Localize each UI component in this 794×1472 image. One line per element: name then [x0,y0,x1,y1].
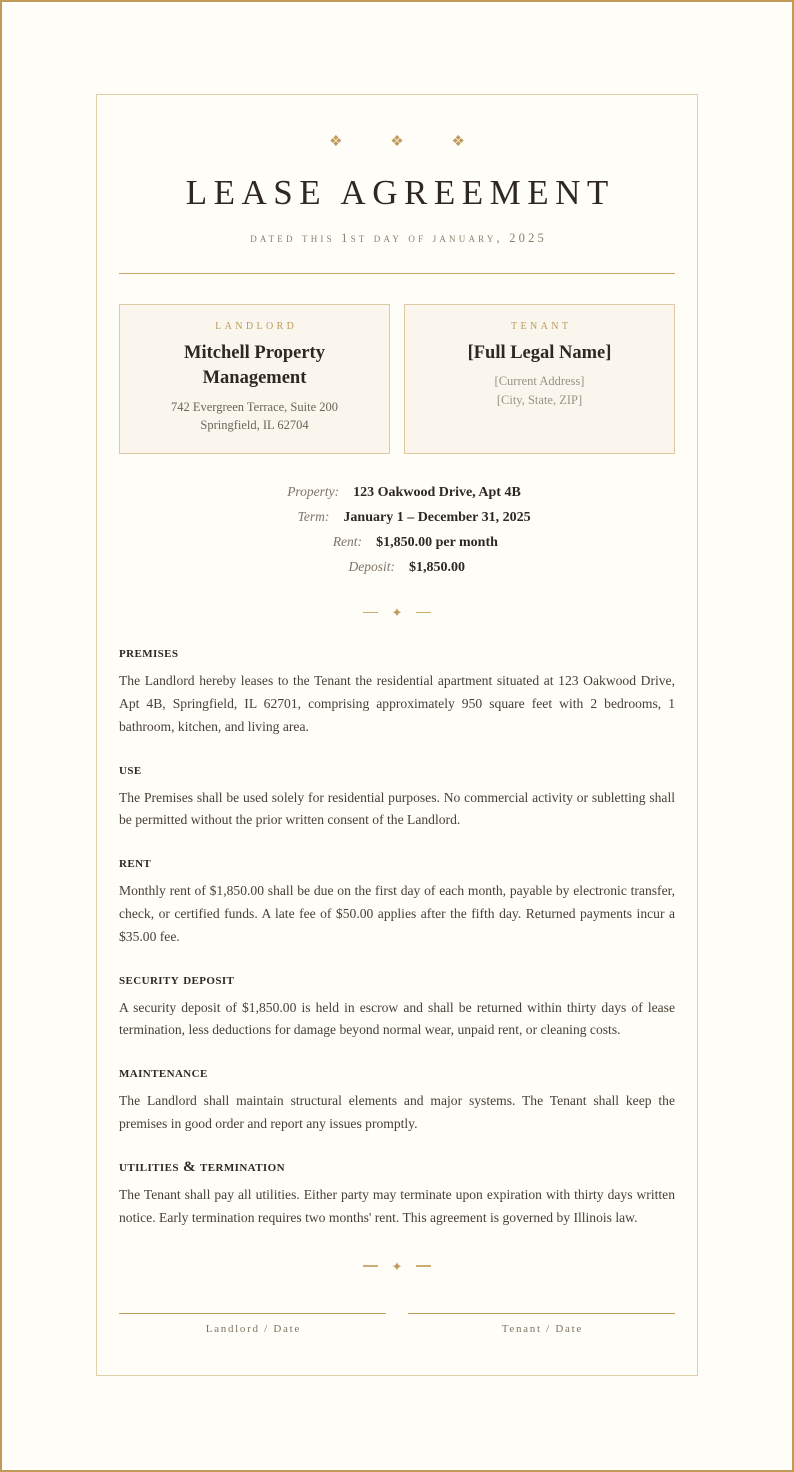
clause-body: The Landlord hereby leases to the Tenant the residential apartment situated at 123 Oakwood Drive, Apt 4B, Springfield, IL 62701, comprising approximately 950 square feet with 2 bedrooms, 1 bathroom, kitchen, and living area. [119,673,675,734]
clause-body: A security deposit of $1,850.00 is held in escrow and shall be returned within thirty days of lease termination, less deductions for damage beyond normal wear, unpaid rent, or cleaning costs. [119,999,675,1038]
divider-dash-right [416,1265,431,1267]
clause-rent [119,855,675,948]
clause-use [119,762,675,833]
signature-section [119,1313,675,1335]
term-value: January 1 – December 31, 2025 [343,510,531,526]
landlord-name: Mitchell Property Management [184,342,325,389]
term-label: Deposit: [348,559,395,575]
diamond-ornament-icon: ❖ ❖ ❖ [329,134,487,150]
term-label: Property: [287,484,340,500]
clause-security-deposit [119,972,675,1043]
clause-maintenance [119,1065,675,1136]
landlord-party-box [119,304,390,455]
signature-line[interactable] [119,1313,386,1314]
term-row [119,559,675,576]
clause-heading: security deposit [119,971,235,988]
term-label: Rent: [332,534,363,550]
clause-premises [119,645,675,738]
section-divider-bottom [119,1260,675,1273]
clause-heading: premises [119,645,179,662]
clause-body: The Tenant shall pay all utilities. Either party may terminate upon expiration with thirty days written notice. Early termination requires two months' rent. This agreement is governed by Illinois law. [119,1186,675,1225]
landlord-address-line-1: 742 Evergreen Terrace, Suite 200 [170,399,338,414]
clause-utilities-termination [119,1159,675,1230]
term-label: Term: [297,509,330,525]
term-row [119,534,675,551]
star-ornament-icon: ✦ [391,605,403,621]
landlord-label: LANDLORD [215,320,298,332]
clause-heading: rent [119,855,152,872]
clause-heading: use [119,761,142,778]
page-title: LEASE AGREEMENT [185,173,615,212]
term-value: $1,850.00 [408,560,465,576]
clause-body: The Landlord shall maintain structural elements and major systems. The Tenant shall keep the premises in good order and report any issues promptly. [119,1093,675,1132]
header-divider [119,273,675,274]
clause-heading: maintenance [119,1065,208,1082]
tenant-name: [Full Legal Name] [467,342,612,363]
term-value: 123 Oakwood Drive, Apt 4B [353,485,521,501]
term-value: $1,850.00 per month [376,535,498,551]
tenant-label: TENANT [511,320,572,332]
clauses-section [119,645,675,1230]
parties-section [119,304,675,455]
term-row [119,509,675,526]
divider-dash-left [363,1265,378,1267]
tenant-party-box [404,304,675,455]
divider-dash-left [363,612,378,614]
key-terms-list [119,484,675,576]
document-card [96,94,698,1376]
section-divider-top [119,606,675,619]
tenant-address-line-1: [Current Address] [494,374,585,389]
term-row [119,484,675,501]
signature-caption: Landlord / Date [205,1322,301,1335]
document-header [119,135,675,274]
divider-dash-right [416,612,431,614]
clause-heading: utilities & termination [119,1158,285,1175]
tenant-signature-block[interactable] [408,1313,675,1335]
signature-line[interactable] [408,1313,675,1314]
star-ornament-icon: ✦ [391,1258,403,1274]
document-page [2,2,792,1470]
clause-body: The Premises shall be used solely for residential purposes. No commercial activity or subletting shall be permitted without the prior written consent of the Landlord. [119,789,675,828]
landlord-signature-block[interactable] [119,1313,386,1335]
signature-caption: Tenant / Date [501,1322,583,1335]
tenant-address-line-2: [City, State, ZIP] [496,392,583,407]
landlord-address-line-2: Springfield, IL 62704 [200,418,309,433]
clause-body: Monthly rent of $1,850.00 shall be due on the first day of each month, payable by electronic transfer, check, or certified funds. A late fee of $50.00 applies after the fifth day. Returned payments incur a $35.00 fee. [119,883,675,944]
document-date-subtitle: dated this 1st day of january, 2025 [250,230,547,245]
